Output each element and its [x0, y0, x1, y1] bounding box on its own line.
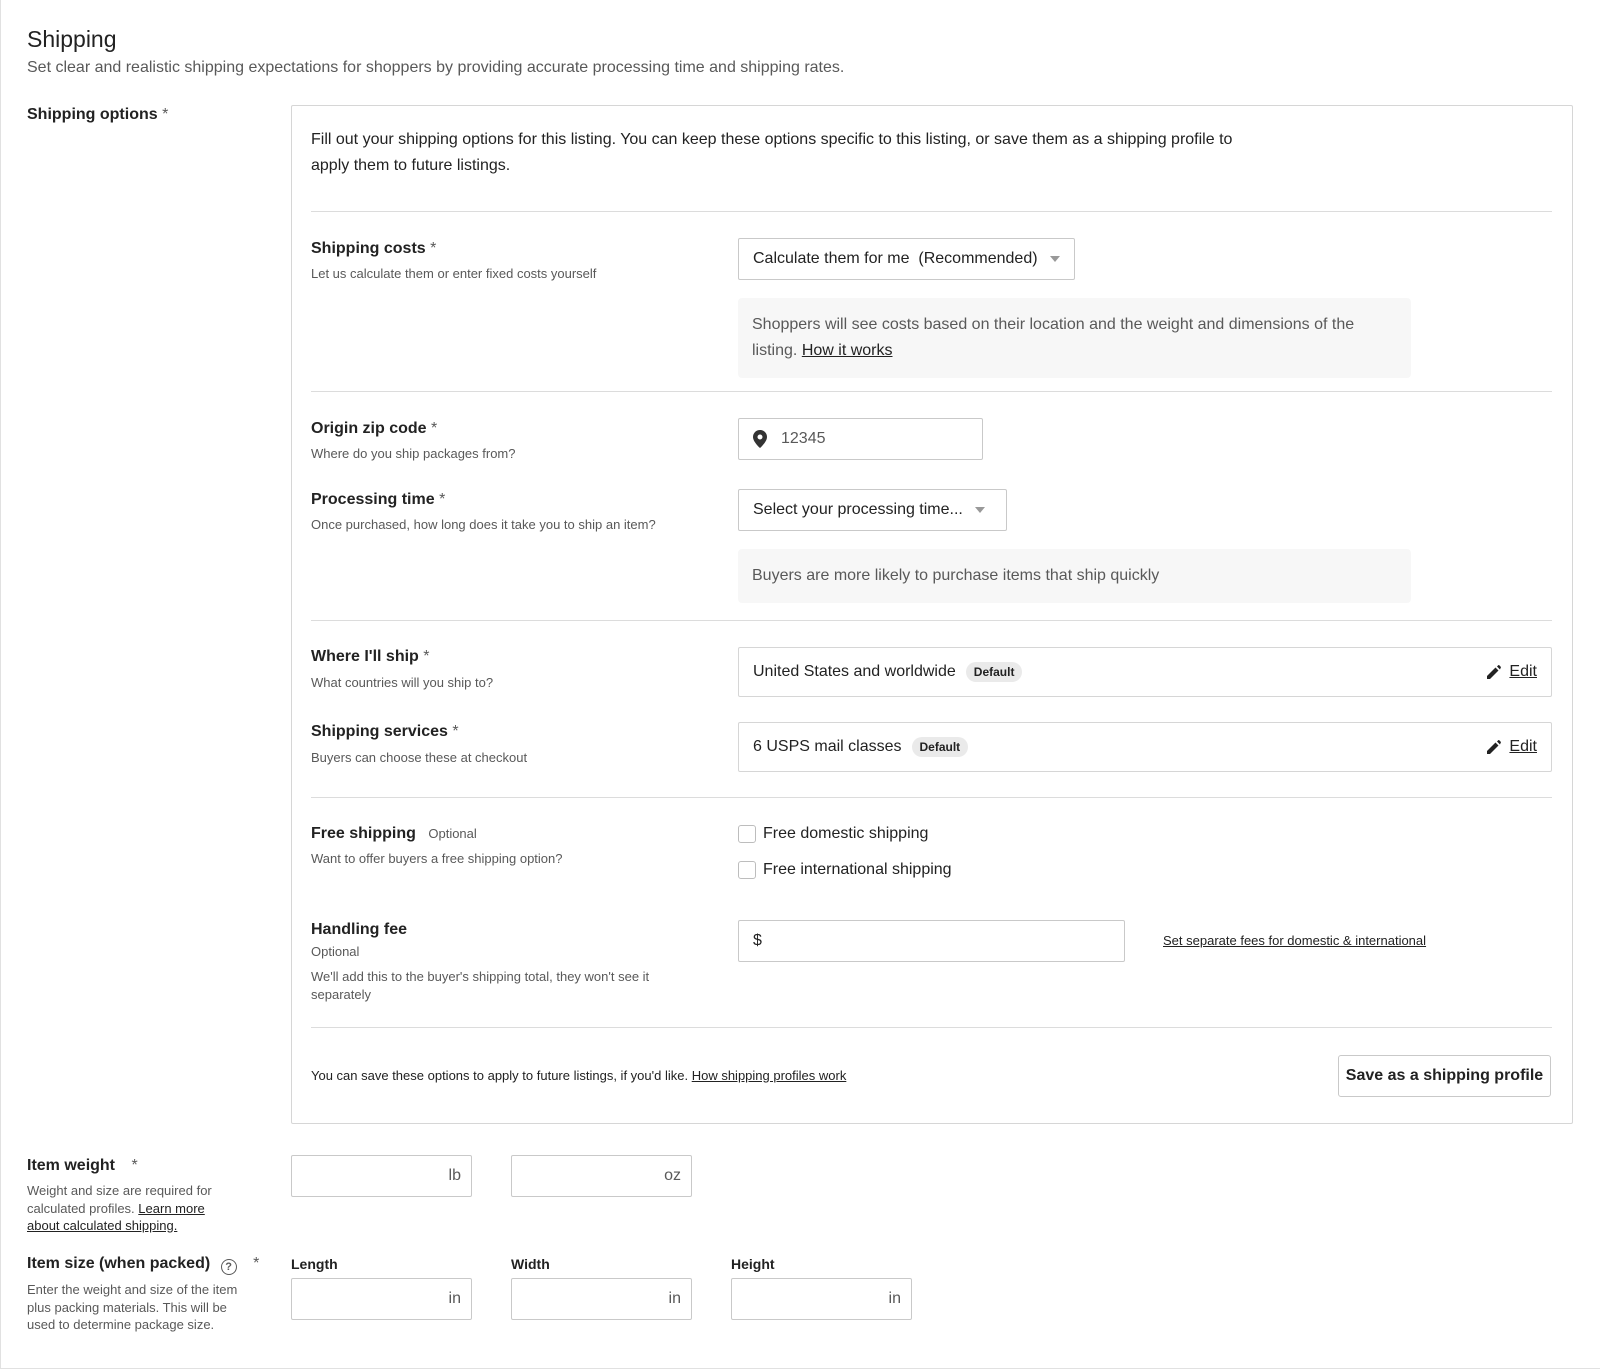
edit-shipping-services-link[interactable]	[1487, 738, 1537, 756]
required-mark: *	[131, 1157, 138, 1174]
profile-footer	[311, 1068, 846, 1083]
divider	[311, 620, 1552, 621]
handling-fee-hint: We'll add this to the buyer's shipping total, they won't see it separately	[311, 969, 650, 1002]
item-weight-hint	[27, 1182, 232, 1235]
shipping-costs-select[interactable]	[738, 238, 1075, 280]
processing-time-select[interactable]	[738, 489, 1007, 531]
divider	[311, 1027, 1552, 1028]
item-weight-hint-text: Weight and size are required for calculated profiles.	[27, 1183, 212, 1216]
handling-fee-optional: Optional	[311, 944, 360, 959]
required-mark: *	[431, 420, 438, 437]
free-domestic-label: Free domestic shipping	[763, 825, 929, 842]
free-shipping-label	[311, 825, 477, 843]
edit-label: Edit	[1509, 738, 1537, 755]
required-mark: *	[423, 648, 430, 665]
required-mark: *	[430, 240, 437, 257]
length-input[interactable]	[291, 1278, 472, 1320]
edit-where-ship-link[interactable]	[1487, 663, 1537, 681]
where-ship-row	[738, 647, 1552, 697]
profile-footer-text: You can save these options to apply to future listings, if you'd like.	[311, 1068, 689, 1083]
origin-zip-label-text: Origin zip code	[311, 420, 427, 437]
learn-more-link[interactable]: Learn more about calculated shipping.	[27, 1200, 205, 1233]
shipping-costs-selected: Calculate them for me (Recommended)	[753, 250, 1038, 267]
section-title: Shipping	[27, 26, 117, 52]
shipping-costs-hint: Let us calculate them or enter fixed costs yourself	[311, 266, 597, 281]
item-size-label	[27, 1255, 259, 1275]
free-international-option[interactable]	[738, 861, 952, 879]
divider	[311, 797, 1552, 798]
divider	[311, 391, 1552, 392]
pencil-icon	[1487, 740, 1501, 754]
free-international-label: Free international shipping	[763, 861, 952, 878]
item-weight-label-text: Item weight	[27, 1157, 116, 1174]
processing-time-label-text: Processing time	[311, 491, 435, 508]
help-icon[interactable]: ?	[221, 1259, 237, 1275]
item-size-hint: Enter the weight and size of the item plus packing materials. This will be used to determine package size.	[27, 1282, 238, 1332]
optional-tag: Optional	[428, 826, 477, 841]
where-ship-hint: What countries will you ship to?	[311, 675, 494, 690]
shipping-costs-info	[738, 298, 1411, 378]
shipping-services-hint: Buyers can choose these at checkout	[311, 750, 528, 765]
required-mark: *	[439, 491, 446, 508]
handling-fee-label: Handling fee	[311, 921, 408, 938]
default-badge: Default	[912, 737, 969, 757]
currency-symbol: $	[753, 932, 762, 949]
map-pin-icon	[753, 430, 767, 448]
unit-label: in	[668, 1290, 681, 1307]
free-shipping-label-text: Free shipping	[311, 825, 416, 842]
where-ship-label	[311, 648, 430, 666]
processing-time-selected: Select your processing time...	[753, 501, 963, 518]
free-domestic-checkbox[interactable]	[738, 825, 756, 843]
processing-time-info-text: Buyers are more likely to purchase items that ship quickly	[752, 567, 1160, 584]
weight-oz-input[interactable]	[511, 1155, 692, 1197]
free-shipping-hint: Want to offer buyers a free shipping option?	[311, 851, 563, 866]
shipping-services-label-text: Shipping services	[311, 723, 448, 740]
required-mark: *	[162, 106, 169, 123]
edit-label: Edit	[1509, 663, 1537, 680]
item-weight-label	[27, 1157, 138, 1175]
processing-time-info	[738, 549, 1411, 603]
shipping-services-value: 6 USPS mail classes	[753, 738, 902, 755]
free-domestic-option[interactable]	[738, 825, 928, 843]
shipping-options-label-text: Shipping options	[27, 106, 158, 123]
unit-label: in	[448, 1290, 461, 1307]
required-mark: *	[253, 1255, 260, 1272]
height-label: Height	[731, 1256, 775, 1272]
origin-zip-input[interactable]	[738, 418, 983, 460]
origin-zip-placeholder: 12345	[781, 430, 826, 447]
panel-intro: Fill out your shipping options for this listing. You can keep these options specific to this listing, or save them as a shipping profile to apply them to future listings.	[311, 131, 1233, 174]
where-ship-value: United States and worldwide	[753, 663, 956, 680]
where-ship-label-text: Where I'll ship	[311, 648, 419, 665]
origin-zip-label	[311, 420, 437, 438]
shipping-services-row	[738, 722, 1552, 772]
default-badge: Default	[966, 662, 1023, 682]
width-label: Width	[511, 1256, 550, 1272]
separate-fees-link[interactable]: Set separate fees for domestic & international	[1163, 933, 1427, 948]
handling-fee-input[interactable]	[738, 920, 1125, 962]
weight-lb-input[interactable]	[291, 1155, 472, 1197]
free-international-checkbox[interactable]	[738, 861, 756, 879]
shipping-options-label	[27, 106, 168, 124]
section-description: Set clear and realistic shipping expectations for shoppers by providing accurate processing time and shipping rates.	[27, 59, 845, 76]
unit-label: in	[888, 1290, 901, 1307]
item-size-label-text: Item size (when packed)	[27, 1255, 211, 1272]
length-label: Length	[291, 1256, 338, 1272]
processing-time-label	[311, 491, 445, 509]
origin-zip-hint: Where do you ship packages from?	[311, 446, 516, 461]
shipping-services-label	[311, 723, 459, 741]
shipping-costs-label-text: Shipping costs	[311, 240, 426, 257]
how-profiles-work-link[interactable]: How shipping profiles work	[691, 1068, 847, 1083]
how-it-works-link[interactable]: How it works	[801, 342, 893, 359]
height-input[interactable]	[731, 1278, 912, 1320]
unit-label: lb	[448, 1167, 461, 1184]
chevron-down-icon	[975, 507, 985, 513]
shipping-costs-label	[311, 240, 436, 258]
required-mark: *	[452, 723, 459, 740]
divider	[311, 211, 1552, 212]
pencil-icon	[1487, 665, 1501, 679]
shipping-costs-info-text: Shoppers will see costs based on their location and the weight and dimensions of the listing.	[752, 316, 1355, 359]
save-shipping-profile-button[interactable]: Save as a shipping profile	[1338, 1055, 1551, 1097]
width-input[interactable]	[511, 1278, 692, 1320]
unit-label: oz	[664, 1167, 681, 1184]
chevron-down-icon	[1050, 256, 1060, 262]
processing-time-hint: Once purchased, how long does it take you to ship an item?	[311, 517, 656, 532]
